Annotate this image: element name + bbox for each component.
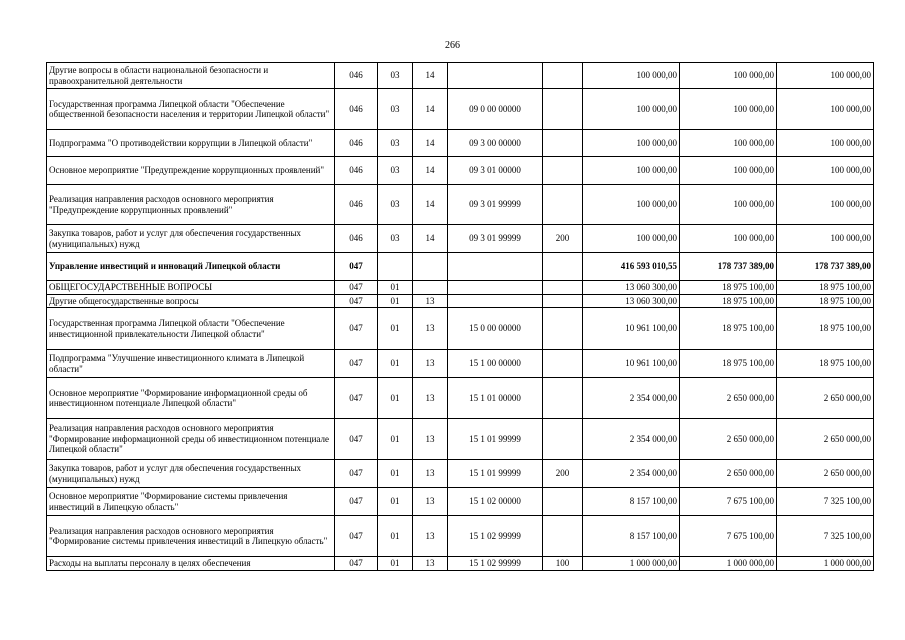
table-row [47,89,874,130]
expense-name-cell: Расходы на выплаты персоналу в целях обеспечения [47,557,335,571]
section-code-cell: 01 [378,378,413,419]
expense-name-cell: Подпрограмма "Улучшение инвестиционного климата в Липецкой области" [47,350,335,378]
section-code-cell: 01 [378,281,413,295]
table-row [47,295,874,308]
ministry-code-cell: 047 [335,281,378,295]
target-article-cell: 15 1 02 99999 [448,516,543,557]
ministry-code-cell: 047 [335,350,378,378]
target-article-cell [448,63,543,89]
amount-year2-cell: 7 675 100,00 [680,516,777,557]
target-article-cell [448,295,543,308]
amount-year3-cell: 100 000,00 [777,225,874,253]
amount-year1-cell: 2 354 000,00 [583,460,680,488]
expense-type-cell [543,516,583,557]
subsection-code-cell: 13 [413,378,448,419]
table-row [47,185,874,225]
expense-type-cell [543,185,583,225]
expense-name-cell: Основное мероприятие "Предупреждение коррупционных проявлений" [47,157,335,185]
amount-year3-cell: 7 325 100,00 [777,488,874,516]
ministry-code-cell: 047 [335,516,378,557]
target-article-cell: 09 3 01 99999 [448,185,543,225]
subsection-code-cell: 14 [413,63,448,89]
amount-year3-cell: 100 000,00 [777,63,874,89]
amount-year1-cell: 10 961 100,00 [583,350,680,378]
table-row [47,460,874,488]
amount-year1-cell: 13 060 300,00 [583,281,680,295]
amount-year3-cell: 100 000,00 [777,89,874,130]
subsection-code-cell: 14 [413,130,448,157]
expense-type-cell [543,253,583,281]
amount-year2-cell: 1 000 000,00 [680,557,777,571]
subsection-code-cell [413,281,448,295]
expense-name-cell: Реализация направления расходов основного мероприятия "Формирование информационной среды об инвестиционном потенциале Липецкой области" [47,419,335,460]
table-row [47,281,874,295]
target-article-cell: 15 1 00 00000 [448,350,543,378]
table-row [47,488,874,516]
amount-year3-cell: 2 650 000,00 [777,460,874,488]
amount-year2-cell: 2 650 000,00 [680,460,777,488]
target-article-cell: 15 1 02 99999 [448,557,543,571]
table-row [47,350,874,378]
ministry-code-cell: 047 [335,308,378,350]
amount-year3-cell: 18 975 100,00 [777,281,874,295]
table-row [47,157,874,185]
subsection-code-cell: 13 [413,308,448,350]
section-code-cell: 01 [378,295,413,308]
amount-year1-cell: 1 000 000,00 [583,557,680,571]
expense-type-cell [543,488,583,516]
expense-type-cell [543,378,583,419]
amount-year3-cell: 178 737 389,00 [777,253,874,281]
target-article-cell: 15 1 01 00000 [448,378,543,419]
section-code-cell: 01 [378,419,413,460]
subsection-code-cell [413,253,448,281]
expense-name-cell: Государственная программа Липецкой области "Обеспечение общественной безопасности населения и территории Липецкой области" [47,89,335,130]
ministry-code-cell: 047 [335,295,378,308]
target-article-cell: 09 0 00 00000 [448,89,543,130]
amount-year2-cell: 100 000,00 [680,185,777,225]
table-row [47,63,874,89]
amount-year3-cell: 100 000,00 [777,130,874,157]
section-code-cell: 03 [378,130,413,157]
amount-year2-cell: 100 000,00 [680,130,777,157]
expense-type-cell: 100 [543,557,583,571]
amount-year3-cell: 1 000 000,00 [777,557,874,571]
amount-year1-cell: 100 000,00 [583,225,680,253]
amount-year3-cell: 18 975 100,00 [777,350,874,378]
expense-name-cell: Реализация направления расходов основного мероприятия "Предупреждение коррупционных проявлений" [47,185,335,225]
subsection-code-cell: 13 [413,350,448,378]
budget-table [46,62,874,571]
ministry-code-cell: 046 [335,130,378,157]
amount-year2-cell: 18 975 100,00 [680,281,777,295]
ministry-code-cell: 047 [335,378,378,419]
amount-year1-cell: 416 593 010,55 [583,253,680,281]
amount-year2-cell: 100 000,00 [680,157,777,185]
budget-table-body [47,63,874,571]
expense-type-cell [543,89,583,130]
expense-name-cell: Подпрограмма "О противодействии коррупции в Липецкой области" [47,130,335,157]
amount-year2-cell: 178 737 389,00 [680,253,777,281]
amount-year1-cell: 100 000,00 [583,185,680,225]
amount-year1-cell: 100 000,00 [583,157,680,185]
subsection-code-cell: 13 [413,488,448,516]
section-code-cell: 03 [378,157,413,185]
ministry-code-cell: 047 [335,253,378,281]
amount-year2-cell: 100 000,00 [680,63,777,89]
amount-year3-cell: 18 975 100,00 [777,308,874,350]
table-row [47,557,874,571]
expense-type-cell [543,281,583,295]
ministry-code-cell: 046 [335,63,378,89]
section-code-cell: 01 [378,308,413,350]
expense-type-cell [543,157,583,185]
ministry-code-cell: 047 [335,488,378,516]
ministry-code-cell: 046 [335,225,378,253]
amount-year2-cell: 18 975 100,00 [680,295,777,308]
target-article-cell [448,253,543,281]
expense-type-cell: 200 [543,460,583,488]
expense-type-cell [543,419,583,460]
table-row [47,378,874,419]
expense-name-cell: Реализация направления расходов основного мероприятия "Формирование системы привлечения инвестиций в Липецкую область" [47,516,335,557]
target-article-cell: 15 0 00 00000 [448,308,543,350]
amount-year1-cell: 100 000,00 [583,63,680,89]
expense-name-cell: Закупка товаров, работ и услуг для обеспечения государственных (муниципальных) нужд [47,225,335,253]
amount-year3-cell: 7 325 100,00 [777,516,874,557]
subsection-code-cell: 14 [413,89,448,130]
amount-year1-cell: 10 961 100,00 [583,308,680,350]
amount-year2-cell: 7 675 100,00 [680,488,777,516]
amount-year1-cell: 13 060 300,00 [583,295,680,308]
amount-year1-cell: 100 000,00 [583,130,680,157]
target-article-cell: 09 3 01 00000 [448,157,543,185]
expense-name-cell: Другие вопросы в области национальной безопасности и правоохранительной деятельности [47,63,335,89]
table-row [47,516,874,557]
section-code-cell: 03 [378,225,413,253]
ministry-code-cell: 047 [335,557,378,571]
page-number: 266 [445,40,460,51]
amount-year3-cell: 100 000,00 [777,185,874,225]
amount-year2-cell: 18 975 100,00 [680,308,777,350]
amount-year2-cell: 18 975 100,00 [680,350,777,378]
section-code-cell [378,253,413,281]
target-article-cell: 15 1 02 00000 [448,488,543,516]
section-code-cell: 01 [378,350,413,378]
ministry-code-cell: 046 [335,89,378,130]
ministry-code-cell: 046 [335,157,378,185]
expense-type-cell [543,308,583,350]
subsection-code-cell: 13 [413,557,448,571]
table-row [47,308,874,350]
expense-type-cell [543,63,583,89]
expense-name-cell: Государственная программа Липецкой области "Обеспечение инвестиционной привлекательности Липецкой области" [47,308,335,350]
section-code-cell: 01 [378,488,413,516]
section-code-cell: 01 [378,557,413,571]
target-article-cell: 15 1 01 99999 [448,419,543,460]
subsection-code-cell: 14 [413,185,448,225]
expense-name-cell: Основное мероприятие "Формирование информационной среды об инвестиционном потенциале Липецкой области" [47,378,335,419]
subsection-code-cell: 13 [413,419,448,460]
expense-type-cell [543,350,583,378]
expense-name-cell: Управление инвестиций и инноваций Липецкой области [47,253,335,281]
subsection-code-cell: 13 [413,460,448,488]
subsection-code-cell: 14 [413,157,448,185]
expense-name-cell: ОБЩЕГОСУДАРСТВЕННЫЕ ВОПРОСЫ [47,281,335,295]
table-row [47,225,874,253]
amount-year2-cell: 100 000,00 [680,225,777,253]
amount-year2-cell: 2 650 000,00 [680,378,777,419]
section-code-cell: 03 [378,63,413,89]
subsection-code-cell: 14 [413,225,448,253]
amount-year1-cell: 100 000,00 [583,89,680,130]
amount-year3-cell: 2 650 000,00 [777,378,874,419]
ministry-code-cell: 047 [335,419,378,460]
table-row [47,419,874,460]
ministry-code-cell: 046 [335,185,378,225]
expense-type-cell [543,295,583,308]
amount-year3-cell: 100 000,00 [777,157,874,185]
amount-year1-cell: 8 157 100,00 [583,488,680,516]
expense-type-cell: 200 [543,225,583,253]
table-row [47,253,874,281]
section-code-cell: 01 [378,516,413,557]
amount-year1-cell: 2 354 000,00 [583,419,680,460]
target-article-cell: 15 1 01 99999 [448,460,543,488]
table-row [47,130,874,157]
amount-year2-cell: 2 650 000,00 [680,419,777,460]
target-article-cell [448,281,543,295]
amount-year1-cell: 2 354 000,00 [583,378,680,419]
expense-type-cell [543,130,583,157]
amount-year3-cell: 18 975 100,00 [777,295,874,308]
expense-name-cell: Закупка товаров, работ и услуг для обеспечения государственных (муниципальных) нужд [47,460,335,488]
subsection-code-cell: 13 [413,295,448,308]
expense-name-cell: Основное мероприятие "Формирование системы привлечения инвестиций в Липецкую область" [47,488,335,516]
section-code-cell: 03 [378,185,413,225]
section-code-cell: 01 [378,460,413,488]
target-article-cell: 09 3 01 99999 [448,225,543,253]
section-code-cell: 03 [378,89,413,130]
ministry-code-cell: 047 [335,460,378,488]
target-article-cell: 09 3 00 00000 [448,130,543,157]
amount-year1-cell: 8 157 100,00 [583,516,680,557]
amount-year2-cell: 100 000,00 [680,89,777,130]
amount-year3-cell: 2 650 000,00 [777,419,874,460]
expense-name-cell: Другие общегосударственные вопросы [47,295,335,308]
subsection-code-cell: 13 [413,516,448,557]
